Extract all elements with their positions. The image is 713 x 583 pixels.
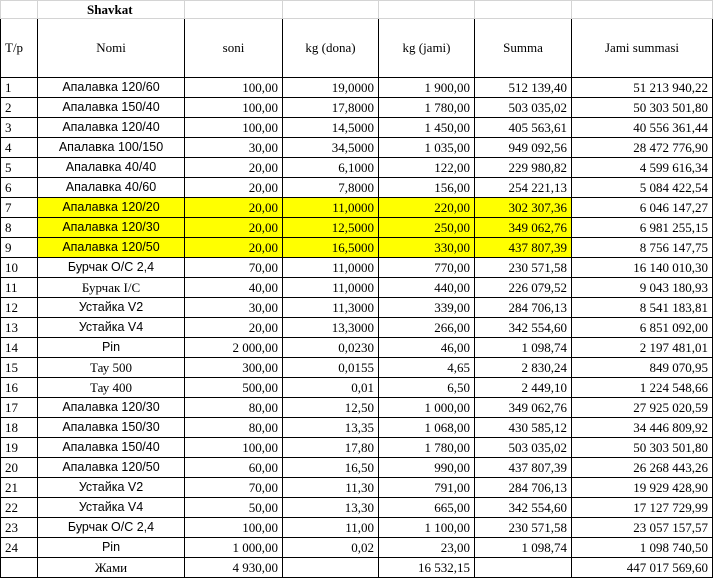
- header-name[interactable]: Nomi: [38, 19, 185, 78]
- table-row: [1, 398, 713, 418]
- cell-qty[interactable]: 2 000,00: [185, 338, 283, 358]
- cell-index[interactable]: 9: [1, 238, 38, 258]
- cell-kg-total[interactable]: 23,00: [379, 538, 475, 558]
- cell-kg-total[interactable]: 156,00: [379, 178, 475, 198]
- table-row: [1, 518, 713, 538]
- totals-qty[interactable]: 4 930,00: [185, 558, 283, 578]
- cell-price[interactable]: 437 807,39: [475, 238, 572, 258]
- totals-total-sum[interactable]: 447 017 569,60: [572, 558, 713, 578]
- cell-name[interactable]: Бурчак О/С 2,4: [38, 518, 185, 538]
- table-row: [1, 258, 713, 278]
- table-row: [1, 538, 713, 558]
- cell-price[interactable]: 302 307,36: [475, 198, 572, 218]
- cell-qty[interactable]: 100,00: [185, 118, 283, 138]
- cell-kg-unit[interactable]: 19,0000: [283, 78, 379, 98]
- cell-name[interactable]: Апалавка 120/20: [38, 198, 185, 218]
- header-price[interactable]: Summa: [475, 19, 572, 78]
- cell-total-sum[interactable]: 6 981 255,15: [572, 218, 713, 238]
- header-kg-unit[interactable]: kg (dona): [283, 19, 379, 78]
- cell-qty[interactable]: 300,00: [185, 358, 283, 378]
- table-row: [1, 338, 713, 358]
- cell-index[interactable]: 5: [1, 158, 38, 178]
- totals-label[interactable]: Жами: [38, 558, 185, 578]
- cell-qty[interactable]: 20,00: [185, 198, 283, 218]
- cell-kg-total[interactable]: 122,00: [379, 158, 475, 178]
- header-qty[interactable]: soni: [185, 19, 283, 78]
- table-row: [1, 458, 713, 478]
- cell-price[interactable]: 2 830,24: [475, 358, 572, 378]
- cell-total-sum[interactable]: 6 046 147,27: [572, 198, 713, 218]
- cell-kg-total[interactable]: 1 780,00: [379, 438, 475, 458]
- cell-kg-total[interactable]: 330,00: [379, 238, 475, 258]
- cell-kg-unit[interactable]: 34,5000: [283, 138, 379, 158]
- cell-price[interactable]: 349 062,76: [475, 398, 572, 418]
- cell-name[interactable]: Тау 400: [38, 378, 185, 398]
- cell-qty[interactable]: 30,00: [185, 138, 283, 158]
- cell-index[interactable]: 18: [1, 418, 38, 438]
- cell-name[interactable]: Бурчак О/С 2,4: [38, 258, 185, 278]
- cell-qty[interactable]: 100,00: [185, 98, 283, 118]
- cell-kg-total[interactable]: 339,00: [379, 298, 475, 318]
- cell-index[interactable]: 24: [1, 538, 38, 558]
- cell-index[interactable]: 17: [1, 398, 38, 418]
- cell-price[interactable]: 342 554,60: [475, 318, 572, 338]
- cell-kg-unit[interactable]: 0,0230: [283, 338, 379, 358]
- cell-kg-unit[interactable]: 12,5000: [283, 218, 379, 238]
- cell-qty[interactable]: 1 000,00: [185, 538, 283, 558]
- cell-total-sum[interactable]: 849 070,95: [572, 358, 713, 378]
- cell-index[interactable]: 11: [1, 278, 38, 298]
- cell-kg-total[interactable]: 1 100,00: [379, 518, 475, 538]
- cell-total-sum[interactable]: 6 851 092,00: [572, 318, 713, 338]
- cell-kg-unit[interactable]: 17,8000: [283, 98, 379, 118]
- cell-kg-unit[interactable]: 13,30: [283, 498, 379, 518]
- cell-index[interactable]: 16: [1, 378, 38, 398]
- cell-index[interactable]: 21: [1, 478, 38, 498]
- cell-price[interactable]: 254 221,13: [475, 178, 572, 198]
- cell-kg-unit[interactable]: 17,80: [283, 438, 379, 458]
- cell-kg-unit[interactable]: 6,1000: [283, 158, 379, 178]
- cell-index[interactable]: 23: [1, 518, 38, 538]
- cell-name[interactable]: Апалавка 120/50: [38, 458, 185, 478]
- cell[interactable]: [475, 558, 572, 578]
- cell-kg-unit[interactable]: 11,00: [283, 518, 379, 538]
- table-row: [1, 218, 713, 238]
- cell-kg-unit[interactable]: 11,0000: [283, 258, 379, 278]
- table-row: [1, 118, 713, 138]
- cell-kg-unit[interactable]: 13,35: [283, 418, 379, 438]
- cell-index[interactable]: 6: [1, 178, 38, 198]
- table-row: [1, 478, 713, 498]
- cell-name[interactable]: Pin: [38, 338, 185, 358]
- cell-index[interactable]: 14: [1, 338, 38, 358]
- cell-kg-total[interactable]: 770,00: [379, 258, 475, 278]
- cell-price[interactable]: 226 079,52: [475, 278, 572, 298]
- cell-kg-total[interactable]: 1 068,00: [379, 418, 475, 438]
- table-row: [1, 138, 713, 158]
- table-row: [1, 358, 713, 378]
- cell-kg-unit[interactable]: 11,30: [283, 478, 379, 498]
- cell-total-sum[interactable]: 50 303 501,80: [572, 98, 713, 118]
- cell-price[interactable]: 503 035,02: [475, 438, 572, 458]
- cell-qty[interactable]: 500,00: [185, 378, 283, 398]
- cell[interactable]: [572, 1, 713, 19]
- cell-total-sum[interactable]: 1 224 548,66: [572, 378, 713, 398]
- cell-kg-total[interactable]: 266,00: [379, 318, 475, 338]
- cell-total-sum[interactable]: 34 446 809,92: [572, 418, 713, 438]
- cell-name[interactable]: Апалавка 150/30: [38, 418, 185, 438]
- cell-kg-total[interactable]: 1 780,00: [379, 98, 475, 118]
- cell-index[interactable]: 19: [1, 438, 38, 458]
- table-row: [1, 158, 713, 178]
- cell-qty[interactable]: 50,00: [185, 498, 283, 518]
- table-row: [1, 378, 713, 398]
- cell-price[interactable]: 512 139,40: [475, 78, 572, 98]
- cell-kg-unit[interactable]: 11,0000: [283, 278, 379, 298]
- cell-index[interactable]: 10: [1, 258, 38, 278]
- cell[interactable]: [185, 1, 283, 19]
- totals-row: [1, 558, 713, 578]
- cell-kg-unit[interactable]: 0,0155: [283, 358, 379, 378]
- cell-index[interactable]: 8: [1, 218, 38, 238]
- cell-name[interactable]: Устайка V4: [38, 498, 185, 518]
- cell-name[interactable]: Апалавка 150/40: [38, 438, 185, 458]
- cell-total-sum[interactable]: 23 057 157,57: [572, 518, 713, 538]
- cell-kg-total[interactable]: 791,00: [379, 478, 475, 498]
- cell-kg-total[interactable]: 220,00: [379, 198, 475, 218]
- cell-kg-total[interactable]: 6,50: [379, 378, 475, 398]
- cell-index[interactable]: 13: [1, 318, 38, 338]
- cell-total-sum[interactable]: 2 197 481,01: [572, 338, 713, 358]
- cell-name[interactable]: Устайка V4: [38, 318, 185, 338]
- cell-name[interactable]: Апалавка 120/30: [38, 218, 185, 238]
- cell-name[interactable]: Апалавка 100/150: [38, 138, 185, 158]
- cell-name[interactable]: Устайка V2: [38, 478, 185, 498]
- cell[interactable]: [1, 1, 38, 19]
- cell-qty[interactable]: 30,00: [185, 298, 283, 318]
- cell-kg-total[interactable]: 250,00: [379, 218, 475, 238]
- cell-price[interactable]: 430 585,12: [475, 418, 572, 438]
- cell-kg-unit[interactable]: 12,50: [283, 398, 379, 418]
- cell-price[interactable]: 230 571,58: [475, 518, 572, 538]
- cell-qty[interactable]: 100,00: [185, 518, 283, 538]
- cell-name[interactable]: Тау 500: [38, 358, 185, 378]
- cell-qty[interactable]: 40,00: [185, 278, 283, 298]
- cell-price[interactable]: 405 563,61: [475, 118, 572, 138]
- cell-kg-unit[interactable]: 0,02: [283, 538, 379, 558]
- cell-total-sum[interactable]: 9 043 180,93: [572, 278, 713, 298]
- cell-total-sum[interactable]: 4 599 616,34: [572, 158, 713, 178]
- cell-kg-unit[interactable]: 14,5000: [283, 118, 379, 138]
- header-row: [1, 19, 713, 78]
- cell-kg-total[interactable]: 46,00: [379, 338, 475, 358]
- cell-total-sum[interactable]: 19 929 428,90: [572, 478, 713, 498]
- cell-qty[interactable]: 100,00: [185, 438, 283, 458]
- cell-kg-total[interactable]: 1 900,00: [379, 78, 475, 98]
- header-index[interactable]: T/p: [1, 19, 38, 78]
- cell-name[interactable]: Pin: [38, 538, 185, 558]
- totals-kg-total[interactable]: 16 532,15: [379, 558, 475, 578]
- table-row: [1, 198, 713, 218]
- cell-qty[interactable]: 70,00: [185, 258, 283, 278]
- cell-price[interactable]: 503 035,02: [475, 98, 572, 118]
- cell-price[interactable]: 342 554,60: [475, 498, 572, 518]
- cell-price[interactable]: 230 571,58: [475, 258, 572, 278]
- cell-total-sum[interactable]: 51 213 940,22: [572, 78, 713, 98]
- cell-kg-unit[interactable]: 7,8000: [283, 178, 379, 198]
- table-row: [1, 318, 713, 338]
- cell-qty[interactable]: 20,00: [185, 238, 283, 258]
- title-row: [1, 1, 713, 19]
- cell[interactable]: [283, 558, 379, 578]
- cell[interactable]: [283, 1, 379, 19]
- table-row: [1, 98, 713, 118]
- cell-name[interactable]: Апалавка 40/60: [38, 178, 185, 198]
- cell-price[interactable]: 349 062,76: [475, 218, 572, 238]
- cell-total-sum[interactable]: 8 756 147,75: [572, 238, 713, 258]
- cell-qty[interactable]: 20,00: [185, 318, 283, 338]
- cell-qty[interactable]: 70,00: [185, 478, 283, 498]
- cell-index[interactable]: 7: [1, 198, 38, 218]
- cell-total-sum[interactable]: 16 140 010,30: [572, 258, 713, 278]
- cell-index[interactable]: 12: [1, 298, 38, 318]
- cell-name[interactable]: Апалавка 120/60: [38, 78, 185, 98]
- cell-kg-unit[interactable]: 0,01: [283, 378, 379, 398]
- cell-kg-total[interactable]: 1 035,00: [379, 138, 475, 158]
- cell-kg-total[interactable]: 990,00: [379, 458, 475, 478]
- cell-kg-unit[interactable]: 16,50: [283, 458, 379, 478]
- header-kg-total[interactable]: kg (jami): [379, 19, 475, 78]
- table-row: [1, 278, 713, 298]
- cell-total-sum[interactable]: 1 098 740,50: [572, 538, 713, 558]
- cell-total-sum[interactable]: 5 084 422,54: [572, 178, 713, 198]
- table-row: [1, 418, 713, 438]
- cell-name[interactable]: Бурчак I/С: [38, 278, 185, 298]
- cell-index[interactable]: 1: [1, 78, 38, 98]
- cell-name[interactable]: Устайка V2: [38, 298, 185, 318]
- cell-qty[interactable]: 100,00: [185, 78, 283, 98]
- cell-index[interactable]: 3: [1, 118, 38, 138]
- cell-name[interactable]: Апалавка 40/40: [38, 158, 185, 178]
- cell-price[interactable]: 2 449,10: [475, 378, 572, 398]
- cell-index[interactable]: 4: [1, 138, 38, 158]
- table-row: [1, 298, 713, 318]
- table-row: [1, 438, 713, 458]
- cell-qty[interactable]: 60,00: [185, 458, 283, 478]
- cell-qty[interactable]: 20,00: [185, 178, 283, 198]
- table-row: [1, 78, 713, 98]
- cell-price[interactable]: 1 098,74: [475, 338, 572, 358]
- cell-kg-total[interactable]: 1 450,00: [379, 118, 475, 138]
- cell-qty[interactable]: 80,00: [185, 418, 283, 438]
- cell-index[interactable]: 2: [1, 98, 38, 118]
- cell-qty[interactable]: 20,00: [185, 218, 283, 238]
- cell-total-sum[interactable]: 17 127 729,99: [572, 498, 713, 518]
- cell-name[interactable]: Апалавка 120/40: [38, 118, 185, 138]
- cell[interactable]: [1, 558, 38, 578]
- cell-kg-total[interactable]: 440,00: [379, 278, 475, 298]
- table-row: [1, 238, 713, 258]
- cell-total-sum[interactable]: 27 925 020,59: [572, 398, 713, 418]
- cell-kg-unit[interactable]: 13,3000: [283, 318, 379, 338]
- cell-price[interactable]: 437 807,39: [475, 458, 572, 478]
- cell-qty[interactable]: 80,00: [185, 398, 283, 418]
- cell-price[interactable]: 284 706,13: [475, 478, 572, 498]
- cell-kg-unit[interactable]: 16,5000: [283, 238, 379, 258]
- cell-kg-total[interactable]: 4,65: [379, 358, 475, 378]
- cell-index[interactable]: 15: [1, 358, 38, 378]
- cell-name[interactable]: Апалавка 150/40: [38, 98, 185, 118]
- cell-kg-unit[interactable]: 11,3000: [283, 298, 379, 318]
- cell-kg-total[interactable]: 665,00: [379, 498, 475, 518]
- cell-price[interactable]: 284 706,13: [475, 298, 572, 318]
- table-row: [1, 178, 713, 198]
- cell[interactable]: [475, 1, 572, 19]
- cell-index[interactable]: 22: [1, 498, 38, 518]
- header-total-sum[interactable]: Jami summasi: [572, 19, 713, 78]
- cell-total-sum[interactable]: 8 541 183,81: [572, 298, 713, 318]
- cell-index[interactable]: 20: [1, 458, 38, 478]
- cell-qty[interactable]: 20,00: [185, 158, 283, 178]
- cell-total-sum[interactable]: 28 472 776,90: [572, 138, 713, 158]
- cell-total-sum[interactable]: 40 556 361,44: [572, 118, 713, 138]
- cell-name[interactable]: Апалавка 120/30: [38, 398, 185, 418]
- cell-price[interactable]: 1 098,74: [475, 538, 572, 558]
- sheet-title[interactable]: Shavkat: [38, 1, 185, 19]
- cell-kg-total[interactable]: 1 000,00: [379, 398, 475, 418]
- cell-total-sum[interactable]: 26 268 443,26: [572, 458, 713, 478]
- table-row: [1, 498, 713, 518]
- cell[interactable]: [379, 1, 475, 19]
- cell-price[interactable]: 229 980,82: [475, 158, 572, 178]
- cell-price[interactable]: 949 092,56: [475, 138, 572, 158]
- cell-kg-unit[interactable]: 11,0000: [283, 198, 379, 218]
- cell-name[interactable]: Апалавка 120/50: [38, 238, 185, 258]
- cell-total-sum[interactable]: 50 303 501,80: [572, 438, 713, 458]
